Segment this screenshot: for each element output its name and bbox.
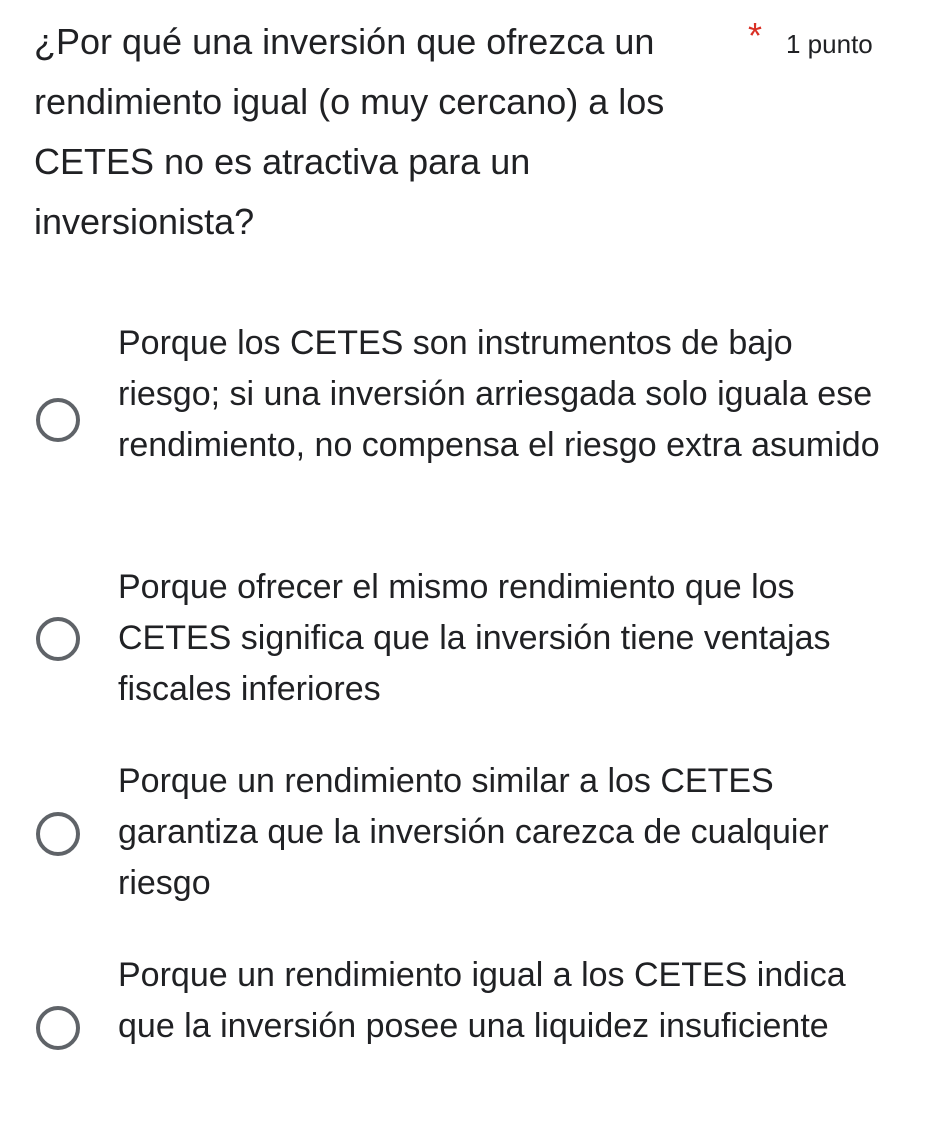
required-asterisk: * <box>748 15 763 56</box>
question-title: ¿Por qué una inversión que ofrezca un rendimiento igual (o muy cercano) a los CETES no es atractiva para un inversionista? <box>34 21 665 242</box>
radio-button-unchecked-icon[interactable] <box>36 812 80 856</box>
radio-button-unchecked-icon[interactable] <box>36 617 80 661</box>
radio-option-2[interactable] <box>0 562 926 715</box>
radio-button-unchecked-icon[interactable] <box>36 398 80 442</box>
points-label: 1 punto <box>786 29 873 59</box>
radio-button-unchecked-icon[interactable] <box>36 1006 80 1050</box>
radio-option-1[interactable] <box>0 318 926 522</box>
radio-option-3[interactable] <box>0 756 926 909</box>
option-label[interactable]: Porque un rendimiento igual a los CETES indica que la inversión posee una liquidez insuficiente <box>118 956 846 1045</box>
radio-option-4[interactable] <box>0 950 926 1103</box>
option-label[interactable]: Porque un rendimiento similar a los CETES garantiza que la inversión carezca de cualquier riesgo <box>118 762 829 902</box>
option-label[interactable]: Porque ofrecer el mismo rendimiento que los CETES significa que la inversión tiene ventajas fiscales inferiores <box>118 568 831 708</box>
option-label[interactable]: Porque los CETES son instrumentos de bajo riesgo; si una inversión arriesgada solo iguala ese rendimiento, no compensa el riesgo extra asumido <box>118 324 880 464</box>
